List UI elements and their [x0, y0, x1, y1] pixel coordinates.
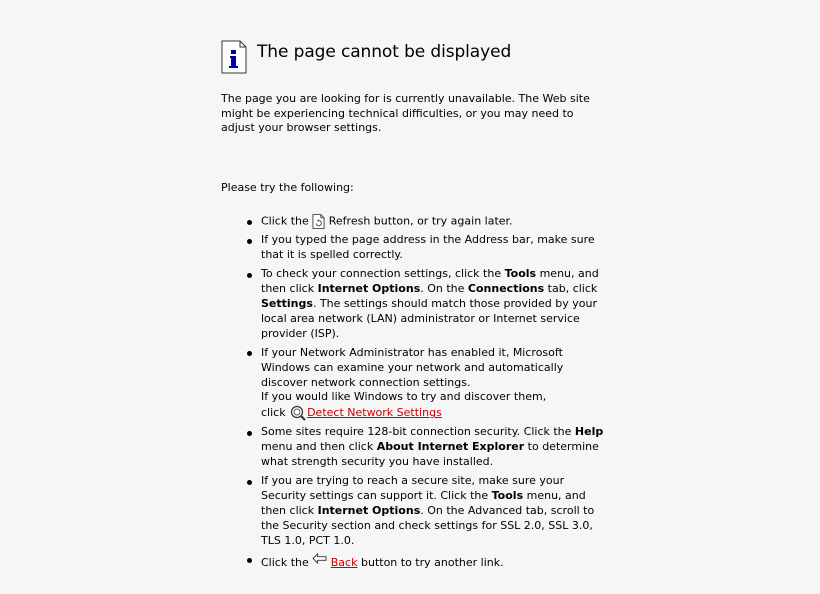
page-header: [221, 40, 621, 76]
magnifier-icon[interactable]: [289, 405, 307, 421]
detect-network-settings-link[interactable]: Detect Network Settings: [307, 406, 442, 420]
info-icon: [221, 40, 247, 74]
back-arrow-icon[interactable]: [312, 553, 327, 564]
try-heading: Please try the following:: [221, 181, 354, 194]
list-item-refresh: Click the Refresh button, or try again later.: [221, 214, 611, 229]
suggestion-list: [221, 214, 611, 575]
list-item-secure-site: If you are trying to reach a secure site, make sure your Security settings can support it. Click the Tools menu, and then click Internet Options. On the Advanced tab, scroll to the Security section and check settings for SSL 2.0, SSL 3.0, TLS 1.0, PCT 1.0.: [221, 474, 611, 549]
page-title: The page cannot be displayed: [257, 42, 512, 62]
error-page: [221, 40, 621, 569]
list-item-network: If your Network Administrator has enabled it, Microsoft Windows can examine your network and automatically discover network connection settings. If you would like Windows to try and discover them, click Detect Network Settings: [221, 346, 611, 422]
list-item-address: If you typed the page address in the Address bar, make sure that it is spelled correctly.: [221, 233, 611, 263]
intro-text: The page you are looking for is currently unavailable. The Web site might be experiencing technical difficulties, or you may need to adjust your browser settings.: [221, 92, 590, 134]
list-item-connection: To check your connection settings, click the Tools menu, and then click Internet Options. On the Connections tab, click Settings. The settings should match those provided by your local area network (LAN) administrator or Internet service provider (ISP).: [221, 267, 611, 342]
list-item-back: Click the Back button to try another link.: [221, 553, 611, 571]
refresh-icon[interactable]: [312, 214, 325, 229]
back-link[interactable]: Back: [330, 555, 358, 569]
list-item-security128: Some sites require 128-bit connection security. Click the Help menu and then click About Internet Explorer to determine what strength security you have installed.: [221, 425, 611, 470]
